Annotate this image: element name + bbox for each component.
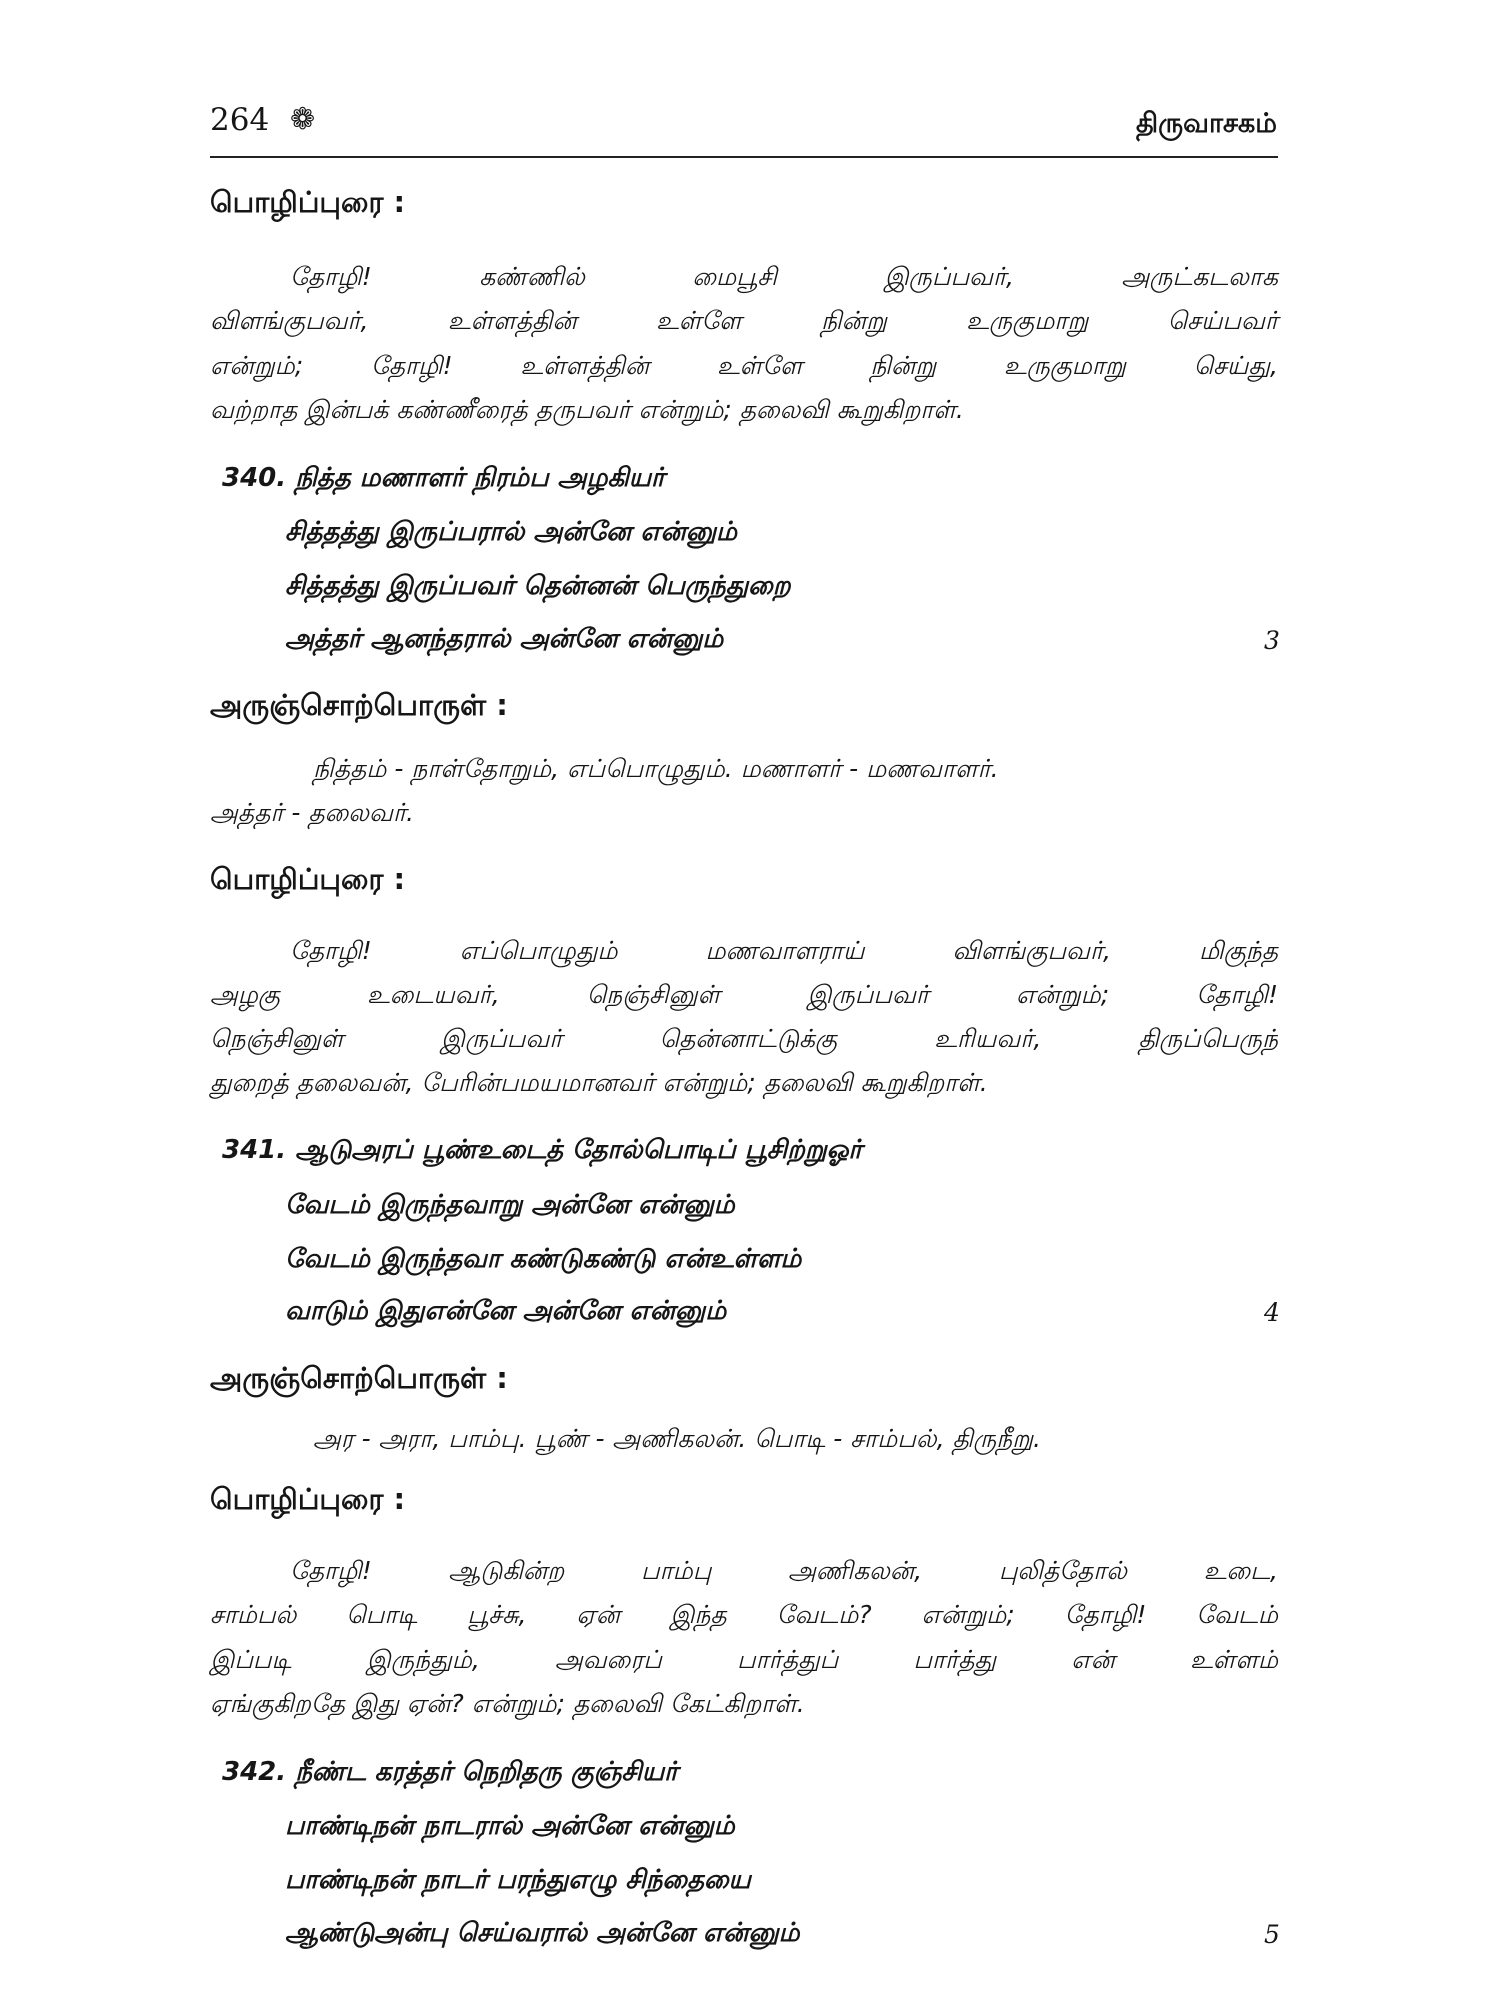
paragraph-line: ஏங்குகிறதே இது ஏன்? என்றும்; தலைவி கேட்கிறாள்.	[210, 1689, 805, 1718]
stanza-number: 4	[1264, 1298, 1280, 1327]
book-title: திருவாசகம்	[1135, 108, 1277, 139]
paragraph-line: தோழி! கண்ணில் மைபூசி இருப்பவர், அருட்கடலாக	[290, 262, 1278, 291]
paragraph-line: தோழி! எப்பொழுதும் மணவாளராய் விளங்குபவர், மிகுந்த	[290, 936, 1278, 965]
verse-line: சித்தத்து இருப்பவர் தென்னன் பெருந்துறை	[285, 571, 791, 601]
stanza-number: 3	[1264, 626, 1280, 655]
page-number: 264	[210, 102, 270, 138]
verse-line: அத்தர் ஆனந்தரால் அன்னே என்னும்	[285, 624, 724, 654]
verse-line: பாண்டிநன் நாடர் பரந்துஎழு சிந்தையை	[285, 1865, 751, 1895]
verse-line: வாடும் இதுஎன்னே அன்னே என்னும்	[285, 1296, 727, 1326]
paragraph-line: இப்படி இருந்தும், அவரைப் பார்த்துப் பார்த்து என் உள்ளம்	[210, 1645, 1278, 1674]
flower-ornament-icon: ❁	[290, 102, 316, 137]
paragraph-line: துறைத் தலைவன், பேரின்பமயமானவர் என்றும்; தலைவி கூறுகிறாள்.	[210, 1068, 988, 1097]
verse-line: ஆண்டுஅன்பு செய்வரால் அன்னே என்னும்	[285, 1918, 800, 1948]
paragraph-line: வற்றாத இன்பக் கண்ணீரைத் தருபவர் என்றும்; தலைவி கூறுகிறாள்.	[210, 395, 964, 424]
stanza-number: 5	[1264, 1920, 1280, 1949]
verse-line: 341. ஆடுஅரப் பூண்உடைத் தோல்பொடிப் பூசிற்றுஓர்	[222, 1135, 862, 1165]
verse-line: 342. நீண்ட கரத்தர் நெறிதரு குஞ்சியர்	[222, 1757, 678, 1787]
paragraph-line: தோழி! ஆடுகின்ற பாம்பு அணிகலன், புலித்தோல் உடை,	[290, 1556, 1278, 1585]
section-heading: பொழிப்புரை :	[210, 185, 406, 219]
paragraph-line: அழகு உடையவர், நெஞ்சினுள் இருப்பவர் என்றும்; தோழி!	[210, 980, 1278, 1009]
section-heading: அருஞ்சொற்பொருள் :	[210, 688, 508, 722]
paragraph-line: அர - அரா, பாம்பு. பூண் - அணிகலன். பொடி - சாம்பல், திருநீறு.	[313, 1424, 1041, 1453]
paragraph-line: சாம்பல் பொடி பூச்சு, ஏன் இந்த வேடம்? என்றும்; தோழி! வேடம்	[210, 1600, 1278, 1629]
section-heading: அருஞ்சொற்பொருள் :	[210, 1361, 508, 1395]
paragraph-line: நெஞ்சினுள் இருப்பவர் தென்னாட்டுக்கு உரியவர், திருப்பெருந்	[210, 1024, 1278, 1053]
verse-line: வேடம் இருந்தவாறு அன்னே என்னும்	[285, 1190, 735, 1220]
paragraph-line: விளங்குபவர், உள்ளத்தின் உள்ளே நின்று உருகுமாறு செய்பவர்	[210, 306, 1278, 335]
paragraph-line: நித்தம் - நாள்தோறும், எப்பொழுதும். மணாளர் - மணவாளர்.	[313, 754, 999, 783]
paragraph-line: அத்தர் - தலைவர்.	[210, 798, 414, 827]
paragraph-line: என்றும்; தோழி! உள்ளத்தின் உள்ளே நின்று உருகுமாறு செய்து,	[210, 351, 1278, 380]
verse-line: சித்தத்து இருப்பரால் அன்னே என்னும்	[285, 517, 737, 547]
section-heading: பொழிப்புரை :	[210, 862, 406, 896]
verse-line: வேடம் இருந்தவா கண்டுகண்டு என்உள்ளம்	[285, 1244, 802, 1274]
verse-line: பாண்டிநன் நாடரால் அன்னே என்னும்	[285, 1811, 735, 1841]
header-rule	[210, 156, 1278, 158]
verse-line: 340. நித்த மணாளர் நிரம்ப அழகியர்	[222, 463, 665, 493]
section-heading: பொழிப்புரை :	[210, 1482, 406, 1516]
